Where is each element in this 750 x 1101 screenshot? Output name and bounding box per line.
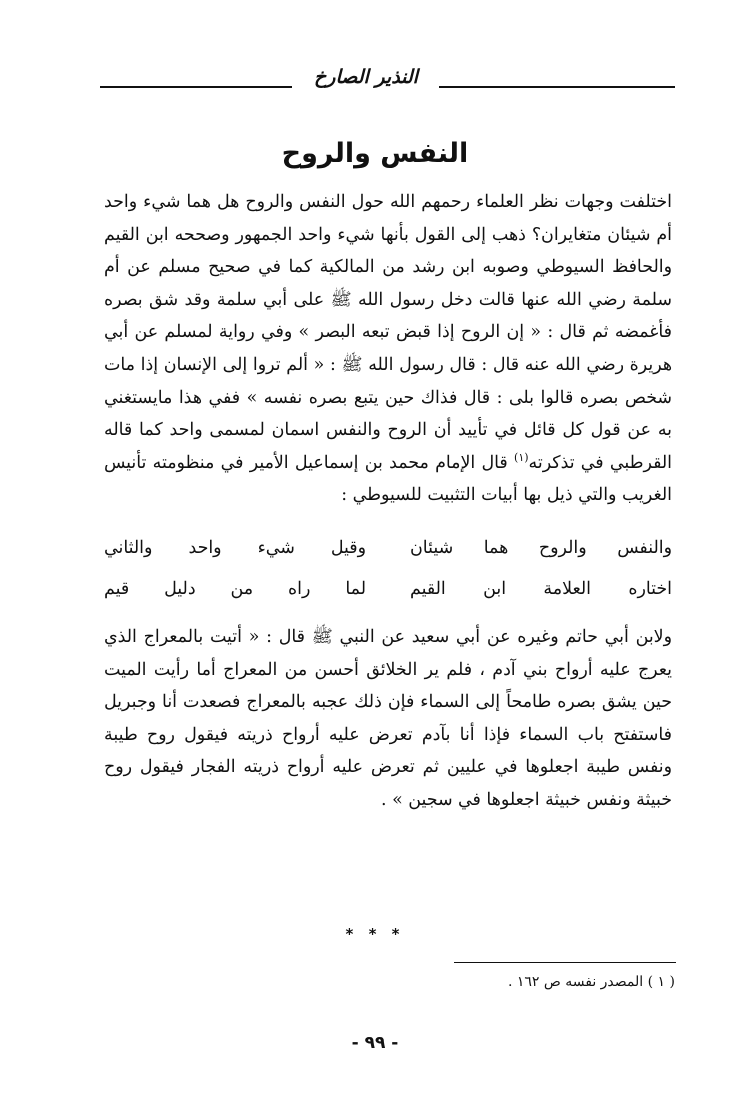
footnote-reference: (١) [514, 450, 529, 464]
paragraph: ولابن أبي حاتم وغيره عن أبي سعيد عن النبي ﷺ قال : « أتيت بالمعراج الذي يعرج عليه أرواح بني آدم ، فلم ير الخلائق أحسن من المعراج أما رأيت الميت حين يشق بصره طامحاً إلى السماء فإن ذلك عجبه بالمعراج فصعدت أنا وجبريل فاستفتح باب السماء فإذا أنا بآدم تعرض عليه أرواح ذريته فيقول روح طيبة ونفس طيبة اجعلوها في عليين ثم تعرض عليه أرواح ذريته الفجار فيقول روح خبيثة ونفس خبيثة اجعلوها في سجين » . [104, 627, 672, 810]
verse-first-hemistich: والنفس والروح هما شيئان [410, 538, 672, 558]
running-header-title: النذير الصارخ [314, 66, 418, 88]
footnote-rule [454, 962, 676, 963]
paragraph-text: اختلفت وجهات نظر العلماء رحمهم الله حول النفس والروح هل هما شيء واحد أم شيئان متغايران؟ ذهب إلى القول بأنها شيء واحد الجمهور وصححه ابن القيم والحافظ السيوطي وصوبه ابن رشد من المالكية كما في صحيح مسلم عن أم سلمة رضي الله عنها قالت دخل رسول الله ﷺ على أبي سلمة وقد شق بصره فأغمضه ثم قال : « إن الروح إذا قبض تبعه البصر » وفي رواية لمسلم عن أبي هريرة رضي الله عنه قال : قال رسول الله ﷺ : « ألم تروا إلى الإنسان إذا مات شخص بصره قالوا بلى : قال فذاك حين يتبع بصره نفسه » ففي هذا مايستغني به عن قول كل قائل في تأييد أن الروح والنفس اسمان لمسمى واحد كما قاله القرطبي في تذكرته [104, 192, 673, 473]
header-rule-right [439, 86, 675, 88]
chapter-title: النفس والروح [281, 138, 469, 169]
main-text-continued [104, 621, 672, 817]
paragraph [104, 186, 672, 512]
running-header [100, 64, 675, 98]
page-number: - ٩٩ - [351, 1033, 399, 1053]
paragraph-text-continued: قال الإمام محمد بن إسماعيل الأمير في منظومته تأنيس الغريب والتي ذيل بها أبيات التثبيت للسيوطي : [104, 452, 672, 506]
header-rule-left [100, 86, 292, 88]
verse-second-hemistich: وقيل شيء واحد والثاني [104, 538, 366, 558]
verse-line [104, 532, 672, 566]
verse-first-hemistich: اختاره العلامة ابن القيم [410, 579, 672, 599]
verse-line [104, 573, 672, 607]
footnote: ( ١ ) المصدر نفسه ص ١٦٢ . [507, 974, 675, 990]
section-separator: * * * [345, 925, 405, 943]
main-text [104, 186, 672, 512]
verse-second-hemistich: لما راه من دليل قيم [104, 579, 366, 599]
